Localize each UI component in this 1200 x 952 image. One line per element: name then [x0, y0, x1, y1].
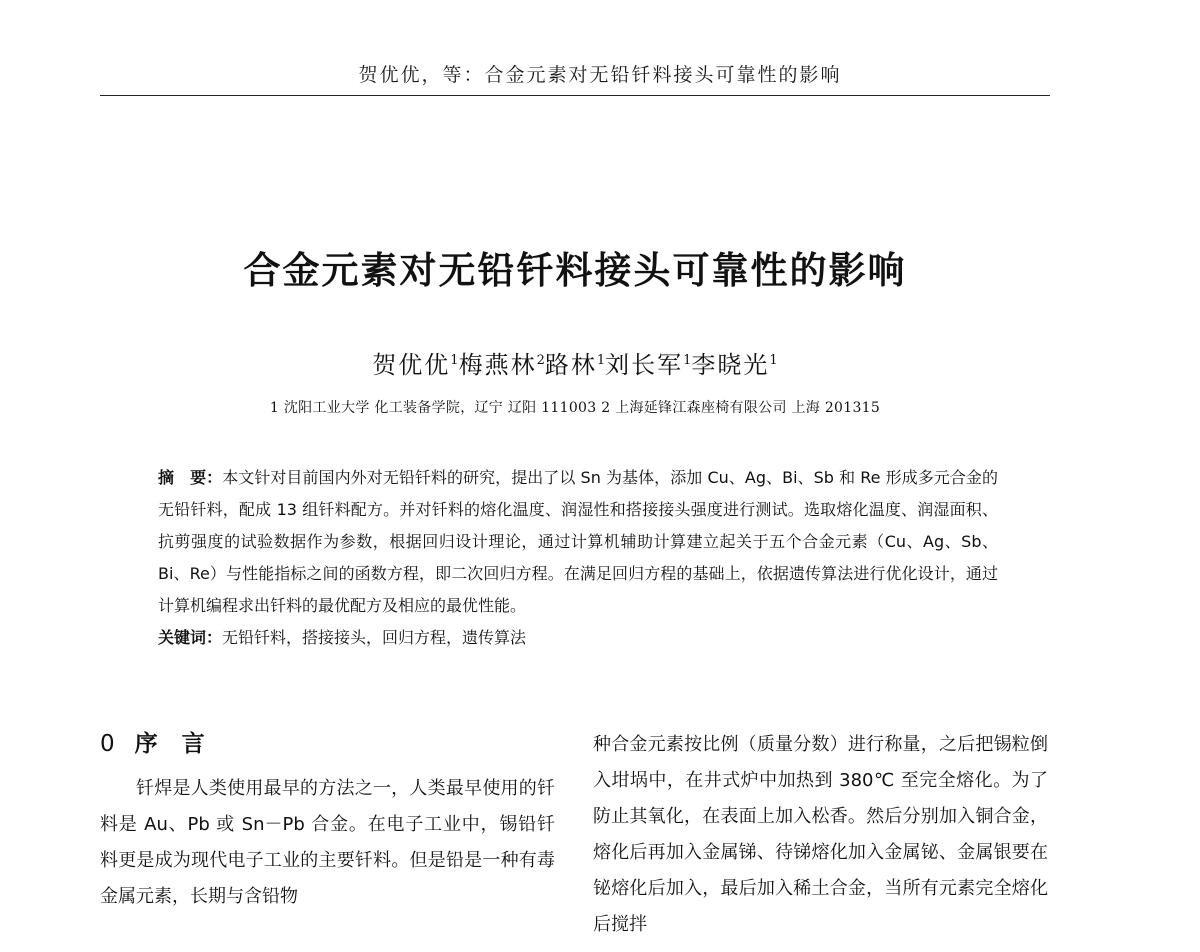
section-title-char: 言 [181, 731, 207, 757]
author-list [0, 345, 1150, 380]
keywords-text: 无铅钎料，搭接接头，回归方程，遗传算法 [222, 628, 527, 647]
author-affiliation-mark: 1 [683, 353, 692, 368]
author-name: 梅燕林 [458, 351, 537, 379]
method-paragraph: 种合金元素按比例（质量分数）进行称量，之后把锡粒倒入坩埚中，在井式炉中加热到 380℃ 至完全熔化。为了防止其氧化，在表面上加入松香。然后分别加入铜合金，熔化后再加入金属锑、待锑熔化加入金属铋、金属银要在铋熔化后加入，最后加入稀土合金，当所有元素完全熔化后搅拌 [593, 734, 1048, 935]
author-name: 李晓光 [691, 351, 770, 379]
keywords-label: 关键词： [158, 628, 223, 647]
left-column [100, 727, 555, 915]
paper-title: 合金元素对无铅钎料接头可靠性的影响 [243, 249, 907, 292]
author-affiliation-mark: 2 [536, 353, 545, 368]
right-column [593, 727, 1048, 943]
author-affiliation-mark: 1 [769, 353, 778, 368]
section-heading [100, 727, 555, 771]
abstract-paragraph [158, 462, 998, 622]
abstract-block [158, 462, 998, 654]
author-affiliation-mark: 1 [596, 353, 606, 368]
section-title-char: 序 [134, 731, 160, 757]
abstract-label: 摘 要： [158, 468, 223, 487]
keywords-line [158, 622, 998, 654]
abstract-text: 本文针对目前国内外对无铅钎料的研究，提出了以 Sn 为基体，添加 Cu、Ag、Bi、Sb 和 Re 形成多元合金的无铅钎料，配成 13 组钎料配方。并对钎料的熔化温度、润湿性和搭接接头强度进行测试。选取熔化温度、润湿面积、抗剪强度的试验数据作为参数，根据回归设计理论，通过计算机辅助计算建立起关于五个合金元素（Cu、Ag、Sb、Bi、Re）与性能指标之间的函数方程，即二次回归方程。在满足回归方程的基础上，依据遗传算法进行优化设计，通过计算机编程求出钎料的最优配方及相应的最优性能。 [158, 468, 998, 615]
author-name: 贺优优 [372, 351, 451, 379]
author-name: 刘长军 [605, 351, 684, 379]
running-header: 贺优优，等：合金元素对无铅钎料接头可靠性的影响 [358, 64, 842, 86]
intro-paragraph: 钎焊是人类使用最早的方法之一，人类最早使用的钎料是 Au、Pb 或 Sn－Pb 合金。在电子工业中，锡铅钎料更是成为现代电子工业的主要钎料。但是铅是一种有毒金属元素，长期与含铅物 [100, 778, 555, 907]
author-affiliation-mark: 1 [450, 353, 459, 368]
section-number: 0 [100, 731, 117, 757]
header-rule [100, 95, 1050, 96]
author-name: 路林 [544, 351, 597, 379]
affiliations: 1 沈阳工业大学 化工装备学院，辽宁 辽阳 111003 2 上海延锋江森座椅有限公司 上海 201315 [269, 400, 881, 416]
